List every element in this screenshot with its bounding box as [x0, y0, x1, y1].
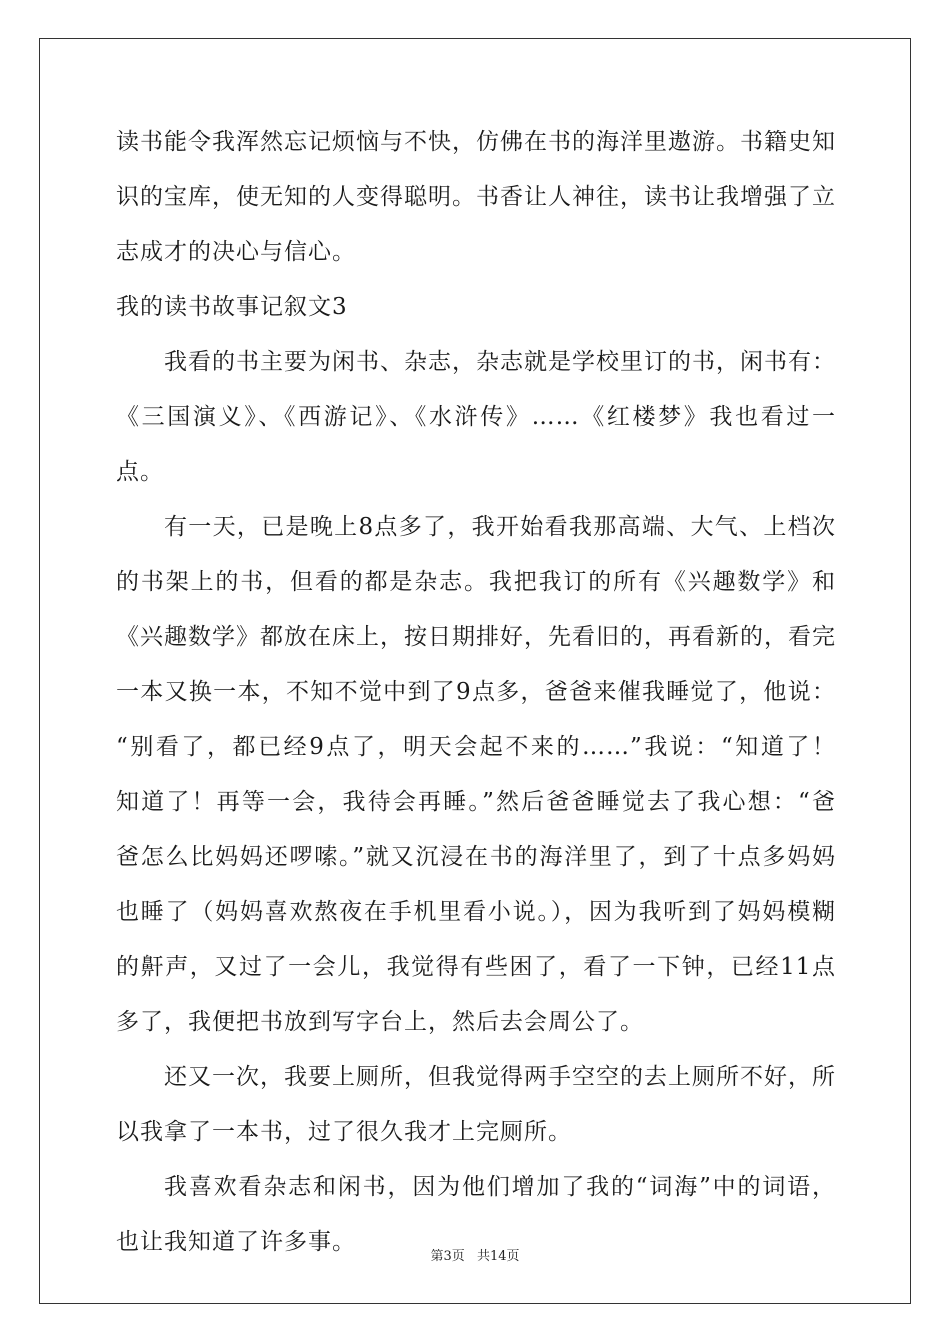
text-line: 还又一次，我要上厕所，但我觉得两手空空的去上厕所不好，所 [164, 1064, 836, 1090]
text-line: 知道了！再等一会，我待会再睡。”然后爸爸睡觉去了我心想：“爸 [116, 789, 836, 815]
text-line: 我看的书主要为闲书、杂志，杂志就是学校里订的书，闲书有： [164, 349, 836, 375]
text-line: 读书能令我浑然忘记烦恼与不快，仿佛在书的海洋里遨游。书籍史知 [116, 129, 836, 155]
text-line: 《三国演义》、《西游记》、《水浒传》……《红楼梦》我也看过一 [116, 404, 836, 430]
page-number: 第3页 [430, 1249, 465, 1264]
text-line: 以我拿了一本书，过了很久我才上完厕所。 [116, 1119, 572, 1145]
text-line: 识的宝库，使无知的人变得聪明。书香让人神往，读书让我增强了立 [116, 184, 836, 210]
document-body [116, 122, 836, 1277]
text-line: 有一天，已是晚上8点多了，我开始看我那高端、大气、上档次 [164, 514, 836, 540]
text-line: 点。 [116, 459, 164, 485]
text-line: 多了，我便把书放到写字台上，然后去会周公了。 [116, 1009, 644, 1035]
text-line: “别看了，都已经9点了，明天会起不来的……”我说：“知道了！ [116, 734, 836, 760]
text-line: 爸怎么比妈妈还啰嗦。”就又沉浸在书的海洋里了，到了十点多妈妈 [116, 844, 836, 870]
text-line: 也让我知道了许多事。 [116, 1229, 356, 1255]
total-pages: 共14页 [476, 1249, 520, 1264]
text-line: 的书架上的书，但看的都是杂志。我把我订的所有《兴趣数学》和 [116, 569, 836, 595]
text-line: 《兴趣数学》都放在床上，按日期排好，先看旧的，再看新的，看完 [116, 624, 836, 650]
page-footer [0, 1245, 950, 1264]
text-line: 的鼾声，又过了一会儿，我觉得有些困了，看了一下钟，已经11点 [116, 954, 836, 980]
text-line: 也睡了（妈妈喜欢熬夜在手机里看小说。），因为我听到了妈妈模糊 [116, 899, 836, 925]
text-line: 志成才的决心与信心。 [116, 239, 356, 265]
text-line: 我喜欢看杂志和闲书，因为他们增加了我的“词海”中的词语， [164, 1174, 836, 1200]
section-title: 我的读书故事记叙文3 [116, 294, 348, 320]
text-line: 一本又换一本，不知不觉中到了9点多，爸爸来催我睡觉了，他说： [116, 679, 836, 705]
